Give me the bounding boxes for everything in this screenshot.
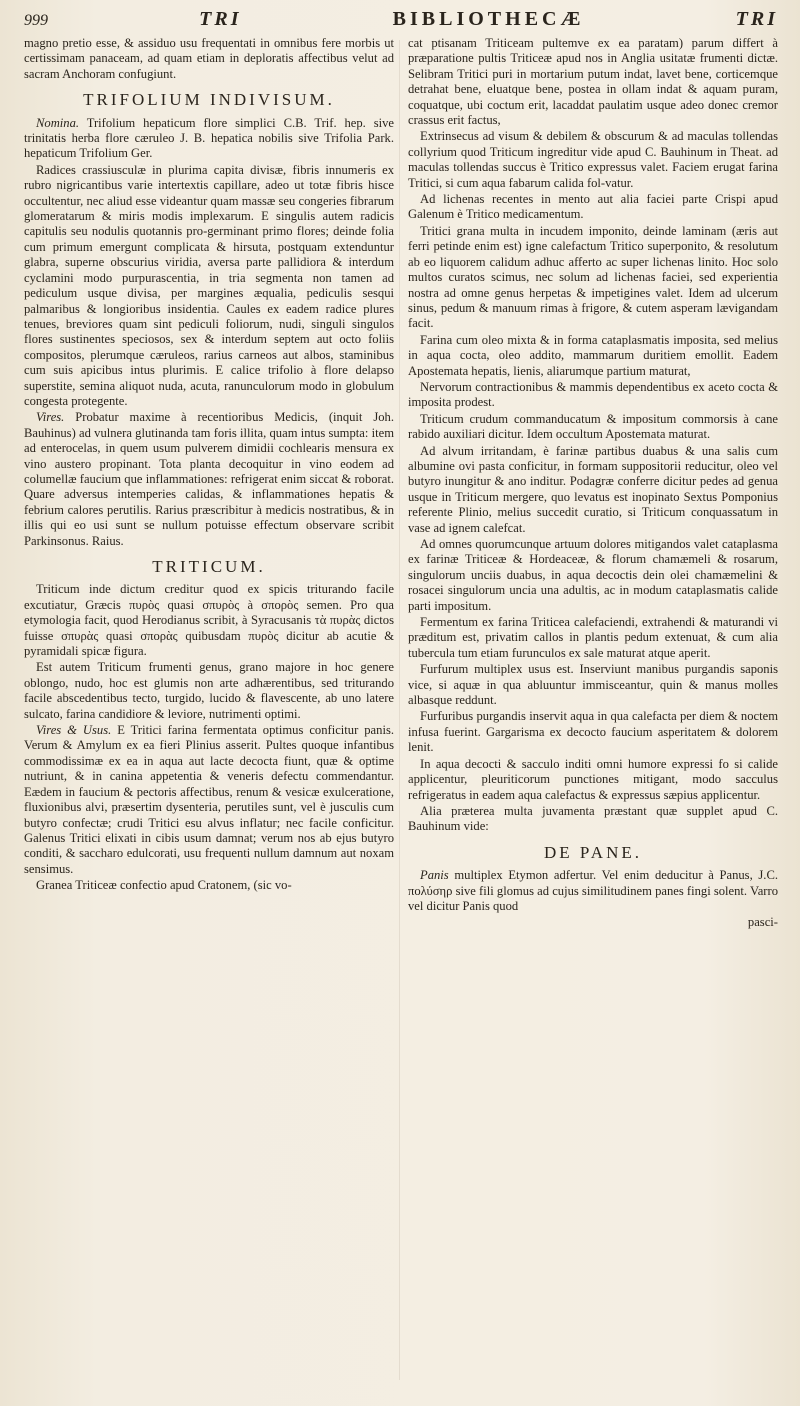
panis-text: multiplex Etymon adfertur. Vel enim deducitur à Panus, J.C. πολύσηρ sive fili glomus ad cujus similitudinem panes fingi solent. Varro vel dicitur Panis quod — [408, 868, 778, 913]
paragraph-1: cat ptisanam Triticeam pultemve ex ea paratam) parum differt à præparatione pultis Triticeæ apud nos in Anglia usitatæ frumenti dictæ. Selibram Tritici puri in mortarium putum indat, lavet bene, corticemque detrahat bene, eluatque bene, postea in ollam indat & aquam puram, coquatque, ubi coctum erit, lacaddat paulatim usque adeo donec cremor crassus erit factus, — [408, 36, 778, 128]
panis-paragraph — [408, 868, 778, 914]
vires-label: Vires. — [36, 410, 65, 425]
paragraph-4: Tritici grana multa in incudem imponito, deinde laminam (æris aut ferri petinde enim est) igne calefactum Tritico superponito, & resolutum ab eo liquorem calidum adhuc afferto ac super lichenas linito. Hoc solo multos curatos scimus, nec solum ad lichenas faciei, sed experientia nostra ad omne genus herpetas & impetigines valet. Idem ad ulcerum sinus, pedum & manuum rimas à frigore, & cutem asperam lævigandam facit. — [408, 223, 778, 331]
paragraph-10: Fermentum ex farina Triticea calefaciendi, extrahendi & maturandi vi præditum est, privatim callos in plantis pedum extenuat, & cum alia tubercula tum etiam furunculos ex sale maturat atque aperit. — [408, 615, 778, 660]
text-columns — [24, 36, 778, 931]
nomina-paragraph — [24, 116, 394, 162]
vires-paragraph — [24, 410, 394, 549]
running-title: BIBLIOTHECÆ — [392, 8, 585, 30]
vires-text: Probatur maxime à recentioribus Medicis, (inquit Joh. Bauhinus) ad vulnera glutinanda tam foris illita, quam intus sumpta: item ad enterocelas, in quem usum pulverem dimidii cochlearis mensura ex vino austero propinant. Tota planta decoquitur in vino eodem ad columellæ faucium que inflammationes: refrigerat enim siccat & roborat. Quare adversus intemperies calidas, & inflammationes hepatis & febrium calores perutilis. Rarius præscribitur à medicis nostratibus, & in illis qui eo usi sunt se nullum potuisse effectum observare scribit Parkinsonus. Raius. — [24, 410, 394, 548]
last-line: Granea Triticeæ confectio apud Cratonem, (sic vo- — [36, 878, 292, 893]
paragraph-14: Alia præterea multa juvamenta præstant quæ supplet apud C. Bauhinum vide: — [408, 803, 778, 834]
section-heading-trifolium: TRIFOLIUM INDIVISUM. — [83, 90, 335, 110]
radices-paragraph: Radices crassiusculæ in plurima capita divisæ, fibris innumeris ex rubro nigricantibus varie intertextis capillare, adeo ut totæ fibris hisce occultentur, nec aliud esse videantur quam massæ seu congeries fibrarum glomeratarum & miris modis implexarum. E singulis autem radicis capitulis seu nodulis quotannis pro-germinant primo flores; deinde folia cum primum emergunt complicata & hirsuta, postquam extenduntur glabra, superne obscurius viridia, aversa parte pallidiora & interdum cyclamini modo purpurascentia, in tria segmenta non tamen ad pediculum usque divisa, per margines æqualia, pediculis sesqui palmaribus & longioribus insidentia. Caules ex eadem radice plures tenues, breviores quam sint pediculi foliorum, nudi, singuli singulos flores sustinentes speciosos, sex & interdum septem aut octo foliis compositos, plerumque cæruleos, rarius carneos aut albos, staminibus cum suis apicibus intus plurimis. E calice trifolio à flore delapso superstite, semina aliquot nuda, acuta, ranunculorum modo in globulum congesta protegente. — [24, 162, 394, 408]
paragraph-13: In aqua decocti & sacculo inditi omni humore expressi fo si calide applicentur, pleuriticorum punctiones mitigant, modo sacculus refrigeratus in eadem aqua calefactus & expressus sæpius applicentur. — [408, 756, 778, 802]
page-number: 999 — [24, 12, 48, 29]
right-column — [408, 36, 778, 931]
vires-usus-text: E Tritici farina fermentata optimus conficitur panis. Verum & Amylum ex ea fieri Plinius asserit. Pultes quoque infantibus commodissimæ ex ea in aqua aut lacte decocta fiunt, quæ & optime nutriunt, & in canina appetentia & veneris defectu commendantur. Eædem in faucium & pectoris affectibus, renum & vesicæ exulceratione, fluxionibus alvi, præsertim dysenteria, perutiles sunt, vel è jusculis cum butyro confectæ; crudi Tritici esu alvus inflatur; nec facile conficitur. Galenus Tritici elixati in cibis usum damnat; verum nos ab ejus butyro conditi, & saccharo edulcorati, usu frequenti nullum damnum aut noxam sensimus. — [24, 723, 394, 876]
panis-label: Panis — [420, 868, 449, 883]
column-divider — [399, 40, 400, 1380]
nomina-text: Trifolium hepaticum flore simplici C.B. Trif. hep. sive trinitatis herba flore cæruleo J. B. hepatica nobilis sive Trifolia Park. hepaticum Trifolium Ger. — [24, 115, 394, 161]
left-column — [24, 36, 394, 931]
left-running-word: TRI — [199, 8, 242, 30]
paragraph-11: Furfurum multiplex usus est. Inserviunt manibus purgandis saponis vice, si aquæ in qua abluuntur immisceantur, quin & manus molles albasque reddunt. — [408, 662, 778, 708]
running-head — [24, 8, 778, 34]
nomina-label: Nomina. — [36, 115, 80, 130]
catchword: pasci- — [747, 915, 778, 930]
section-heading-de-pane: DE PANE. — [544, 842, 642, 862]
vires-usus-paragraph — [24, 723, 394, 877]
section-heading-triticum: TRITICUM. — [152, 557, 266, 576]
paragraph-2: Extrinsecus ad visum & debilem & obscurum & ad maculas tollendas collyrium quod Triticum ingreditur vide apud C. Bauhinum in Theat. ad maculas tollendas succus è Tritico expressus valet. Faciem erugat farina Tritici, si cum aqua fabarum calida fol-vatur. — [408, 129, 778, 190]
paragraph-7: Triticum crudum commanducatum & impositum commorsis à cane rabido auxiliari dicitur. Idem occultum Apostemata maturat. — [408, 411, 778, 442]
paragraph-9: Ad omnes quorumcunque artuum dolores mitigandos valet cataplasma ex farinæ Triticeæ & Hordeaceæ, & florum chamæmeli & rosarum, singulorum unciis duabus, in aqua decoctis dein olei chamæmelini & rosacei singulorum uncia una adultis, ac in modum cataplasmatis calide parti impositum. — [408, 537, 778, 613]
vires-usus-label: Vires & Usus. — [36, 723, 112, 738]
intro-paragraph: magno pretio esse, & assiduo usu frequentati in omnibus fere morbis ut certissimam panaceam, ad quam etiam in deploratis affectibus velut ad sacram Anchoram confugiunt. — [24, 36, 394, 81]
paragraph-3: Ad lichenas recentes in mento aut alia faciei parte Crispi apud Galenum è Tritico medicamentum. — [408, 192, 778, 222]
triticum-paragraph: Triticum inde dictum creditur quod ex spicis triturando facile excutiatur, Græcis πυρὸς quasi σπυρὸς à σπορὸς semen. Pro qua etymologia facit, quod Herodianus scribit, à Syracusanis τὰ πυρὰς dictos fuisse σπυρὰς quasi σπορὰς quibusdam πυρὸς dicitur ab acutie & pyramidali spicæ figura. — [24, 582, 394, 659]
est-autem-paragraph: Est autem Triticum frumenti genus, grano majore in hoc genere oblongo, nudo, hoc est glumis non arte adhærentibus, sed triturando facile abscedentibus tecto, turgido, lucido & flavescente, ab uno latere sulcato, farina candidiore & leviore, nutrimenti optimi. — [24, 660, 394, 721]
paragraph-5: Farina cum oleo mixta & in forma cataplasmatis imposita, sed melius in aqua cocta, oleo addito, mammarum duritiem emollit. Eadem Apostemata hepatis, lienis, aliarumque partium maturat, — [408, 332, 778, 378]
right-running-word: TRI — [735, 8, 778, 30]
paragraph-8: Ad alvum irritandam, è farinæ partibus duabus & una salis cum albumine ovi pasta conficitur, in formam suppositorii reducitur, oleo vel butyro inungitur & ano inditur. Podagræ conferre dicitur pedes ad genua usque in Triticum mergere, quo levatus est inopinato Sextus Pomponius referente Plinio, melius succedit curatio, si Triticum conquassatum in vase ad ignem calefcat. — [408, 443, 778, 535]
paragraph-12: Furfuribus purgandis inservit aqua in qua calefacta per diem & noctem infusa fuerint. Gargarisma ex decocto faucium asperitatem & dolorem lenit. — [408, 709, 778, 755]
paragraph-6: Nervorum contractionibus & mammis dependentibus ex aceto cocta & imposita prodest. — [408, 379, 778, 410]
